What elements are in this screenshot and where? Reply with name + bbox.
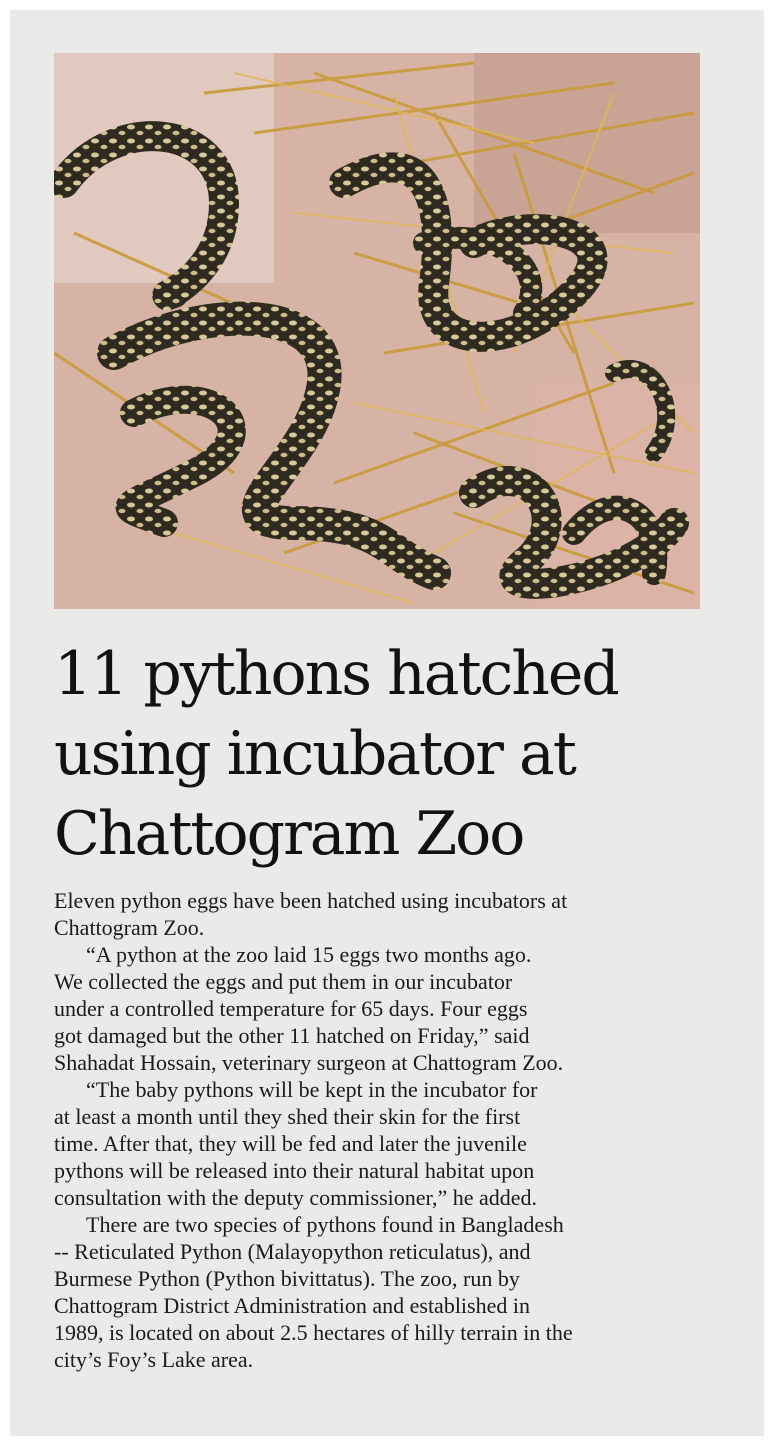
headline-line-2: using incubator at [54, 719, 575, 789]
article-body [54, 887, 704, 1373]
body-line: There are two species of pythons found in Bangladesh [86, 1212, 564, 1237]
body-line: under a controlled temperature for 65 days. Four eggs [54, 996, 528, 1021]
body-line: “A python at the zoo laid 15 eggs two months ago. [86, 942, 532, 967]
body-line: 1989, is located on about 2.5 hectares of hilly terrain in the [54, 1320, 573, 1345]
body-line: Chattogram Zoo. [54, 915, 205, 940]
headline [54, 634, 734, 874]
body-line: -- Reticulated Python (Malayopython reticulatus), and [54, 1239, 531, 1264]
body-line: pythons will be released into their natural habitat upon [54, 1158, 535, 1183]
body-line: Eleven python eggs have been hatched using incubators at [54, 888, 568, 913]
body-line: Shahadat Hossain, veterinary surgeon at Chattogram Zoo. [54, 1050, 564, 1075]
body-line: got damaged but the other 11 hatched on Friday,” said [54, 1023, 530, 1048]
body-line: time. After that, they will be fed and later the juvenile [54, 1131, 527, 1156]
headline-line-3: Chattogram Zoo [54, 799, 524, 869]
body-line: We collected the eggs and put them in our incubator [54, 969, 513, 994]
article-photo [54, 53, 700, 609]
headline-line-1: 11 pythons hatched [54, 639, 618, 709]
body-line: “The baby pythons will be kept in the incubator for [86, 1077, 538, 1102]
body-line: Chattogram District Administration and established in [54, 1293, 530, 1318]
body-line: city’s Foy’s Lake area. [54, 1347, 254, 1372]
baby-pythons-on-hay-photo [54, 53, 700, 609]
body-line: Burmese Python (Python bivittatus). The zoo, run by [54, 1266, 520, 1291]
body-line: consultation with the deputy commissioner,” he added. [54, 1185, 538, 1210]
body-line: at least a month until they shed their skin for the first [54, 1104, 521, 1129]
